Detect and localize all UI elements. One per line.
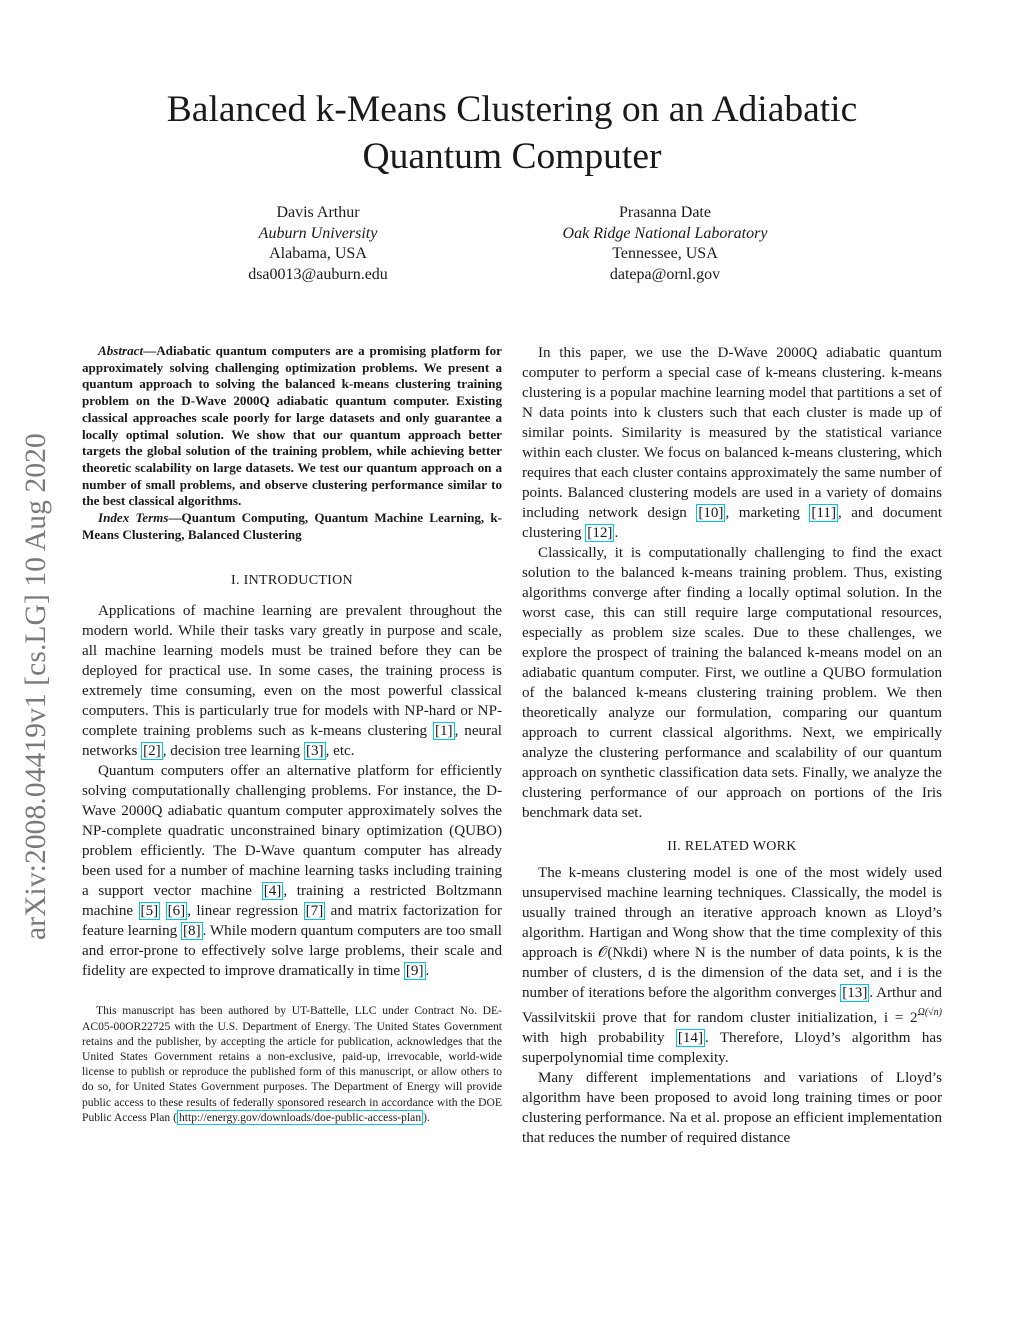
text-run: , decision tree learning [162, 743, 304, 760]
text-run: This manuscript has been authored by UT-Battelle, LLC under Contract No. DE-AC05-00OR22725 with the U.S. Department of Energy. The United States Government retains and the publisher, by accepting the article for publication, acknowledges that the United States Government retains a non-exclusive, paid-up, irrevocable, world-wide license to publish or reproduce the published form of this manuscript, or allow others to do so, for United States Government purposes. The Department of Energy will provide public access to these results of federally sponsored research in accordance with the DOE Public Access Plan ( [82, 1004, 502, 1124]
section-title-initial: R [684, 839, 695, 854]
text-run: . While modern quantum computers are too small and error-prone to effectively solve large problems, their scale and fidelity are expected to improve dramatically in time [82, 923, 502, 980]
citation-link[interactable]: [14] [677, 1030, 704, 1046]
text-run: with high probability [522, 1030, 676, 1046]
text-run: and matrix factorization for feature learning [82, 903, 502, 940]
index-terms-label: Index Terms [98, 510, 169, 526]
citation-link[interactable]: [9] [405, 963, 424, 980]
citation-link[interactable]: [6] [167, 903, 186, 920]
citation-link[interactable]: [4] [263, 883, 282, 900]
footnote-text [82, 1003, 502, 1125]
index-terms [82, 510, 502, 543]
text-run [160, 903, 165, 919]
paper-title: Balanced k-Means Clustering on an Adiabatic Quantum Computer [166, 89, 858, 177]
author-affiliation: Auburn University [258, 224, 378, 242]
author-name: Prasanna Date [619, 204, 711, 221]
paragraph: Classically, it is computationally challenging to find the exact solution to the balanced k-means training problem. Thus, existing algorithms converge after finding a locally optimal solution. In the worst case, this can still require large computational resources, especially as problem size scales. Due to these challenges, we explore the prospect of training the balanced k-means model on an adiabatic quantum computer. First, we outline a QUBO formulation of the balanced k-means clustering training problem. We then theoretically analyze our formulation, comparing our quantum approach to current classical algorithms. Next, we empirically analyze the clustering performance and scalability of our quantum approach on synthetic classification data sets. Finally, we analyze the clustering performance of our approach on portions of the Iris benchmark data set. [522, 545, 942, 821]
text-run: , etc. [325, 743, 355, 760]
text-run: , and document clustering [522, 505, 943, 541]
author-email: dsa0013@auburn.edu [248, 265, 388, 283]
abstract-text [82, 343, 502, 510]
author-block-1 [168, 203, 468, 285]
text-run: . Therefore, Lloyd’s algorithm has superpolynomial time complexity. [522, 1030, 942, 1066]
introduction-body [82, 601, 502, 981]
citation-link[interactable]: [8] [183, 923, 201, 940]
arxiv-identifier: arXiv:2008.04419v1 [cs.LG] 10 Aug 2020 [20, 433, 52, 940]
section-title-initial: I [243, 573, 249, 589]
text-run: Quantum computers offer an alternative platform for efficiently solving computationally challenging problems. For instance, the D-Wave 2000Q adiabatic quantum computer approximately solves the NP-complete quadratic unconstrained binary optimization (QUBO) problem efficiently. The D-Wave quantum computer has already been used for a number of machine learning tasks including training a support vector machine [82, 763, 502, 900]
text-run: , training a restricted Boltzmann machine [82, 883, 502, 920]
section-title-rest: ELATED [694, 839, 750, 854]
author-block-2 [515, 203, 815, 285]
paragraph: Many different implementations and variations of Lloyd’s algorithm have been proposed to avoid long training times or poor clustering performance. Na et al. propose an efficient implementation that reduces the number of required distance [522, 1070, 942, 1146]
text-run: , linear regression [187, 903, 304, 920]
citation-link[interactable]: [12] [587, 525, 613, 541]
section-heading-related-work [522, 837, 942, 857]
author-location: Tennessee, USA [612, 245, 718, 263]
section-title-rest: NTRODUCTION [248, 573, 353, 589]
section-title-rest: ORK [766, 839, 797, 854]
citation-link[interactable]: [1] [434, 723, 453, 740]
author-affiliation: Oak Ridge National Laboratory [562, 224, 768, 242]
introduction-body-continued [522, 343, 942, 823]
paragraph [522, 863, 942, 1068]
citation-link[interactable]: [3] [305, 743, 324, 760]
section-number: II. [667, 839, 682, 854]
citation-link[interactable]: [7] [305, 903, 324, 920]
footnote [82, 1003, 502, 1125]
paragraph [82, 761, 502, 981]
index-terms-body: —Quantum Computing, Quantum Machine Learning, k-Means Clustering, Balanced Clustering [82, 510, 502, 542]
left-column [82, 343, 502, 1125]
text-run: . [425, 963, 430, 980]
author-email: datepa@ornl.gov [609, 265, 721, 283]
text-run: ). [423, 1110, 430, 1124]
abstract-label: Abstract [98, 343, 144, 358]
text-run: The k-means clustering model is one of the most widely used unsupervised machine learning techniques. Classically, the model is usually trained through an iterative approach known as Lloyd’s algorithm. Hartigan and Wong show that the time complexity of this approach is 𝒪(Nkdi) where N is the number of data points, k is the number of clusters, d is the dimension of the data set, and i is the number of iterations before the algorithm converges [522, 865, 942, 1001]
doe-access-plan-link[interactable]: http://energy.gov/downloads/doe-public-access-plan [179, 1110, 422, 1124]
related-work-body [522, 863, 942, 1148]
right-column [522, 343, 942, 1148]
text-run: Applications of machine learning are prevalent throughout the modern world. While their tasks vary greatly in purpose and scale, all machine learning models must be trained before they can be deployed for practical use. In some cases, the training process is extremely time consuming, even on the most powerful classical computers. This is particularly true for models with NP-hard or NP-complete training problems such as k-means clustering [82, 603, 502, 740]
text-run: . [614, 525, 619, 541]
paragraph [82, 601, 502, 761]
author-location: Alabama, USA [269, 245, 367, 263]
superscript-exponent: Ω(√n) [917, 1007, 942, 1018]
section-number: I. [231, 573, 240, 589]
abstract [82, 343, 502, 543]
citation-link[interactable]: [5] [140, 903, 159, 920]
text-run: , marketing [725, 505, 810, 521]
citation-link[interactable]: [2] [143, 743, 161, 760]
text-run: . Arthur and Vassilvitskii prove that for random cluster initialization, i = 2 [522, 985, 942, 1026]
section-title-initial: W [752, 839, 767, 854]
paragraph [522, 343, 942, 543]
citation-link[interactable]: [11] [811, 505, 836, 521]
text-run: , neural networks [82, 723, 502, 760]
abstract-body: —Adiabatic quantum computers are a promising platform for approximately solving challenging optimization problems. We present a quantum approach to solving the balanced k-means clustering training problem on the D-Wave 2000Q adiabatic quantum computer. Existing classical approaches scale poorly for large datasets and only guarantee a locally optimal solution. We show that our quantum approach better targets the global solution of the training problem, while achieving better theoretic scalability on large datasets. We test our quantum approach on a number of small problems, and observe clustering performance similar to the best classical algorithms. [82, 343, 502, 509]
citation-link[interactable]: [13] [842, 985, 868, 1001]
citation-link[interactable]: [10] [698, 505, 724, 521]
text-run: In this paper, we use the D-Wave 2000Q adiabatic quantum computer to perform a special case of k-means clustering. k-means clustering is a popular machine learning model that partitions a set of N data points into k clusters such that each cluster is made up of similar points. Similarity is measured by the statistical variance within each cluster. We focus on balanced k-means clustering, which requires that each cluster contains approximately the same number of points. Balanced clustering models are used in a variety of domains including network design [522, 345, 942, 521]
section-heading-introduction [82, 571, 502, 591]
author-name: Davis Arthur [276, 204, 360, 221]
